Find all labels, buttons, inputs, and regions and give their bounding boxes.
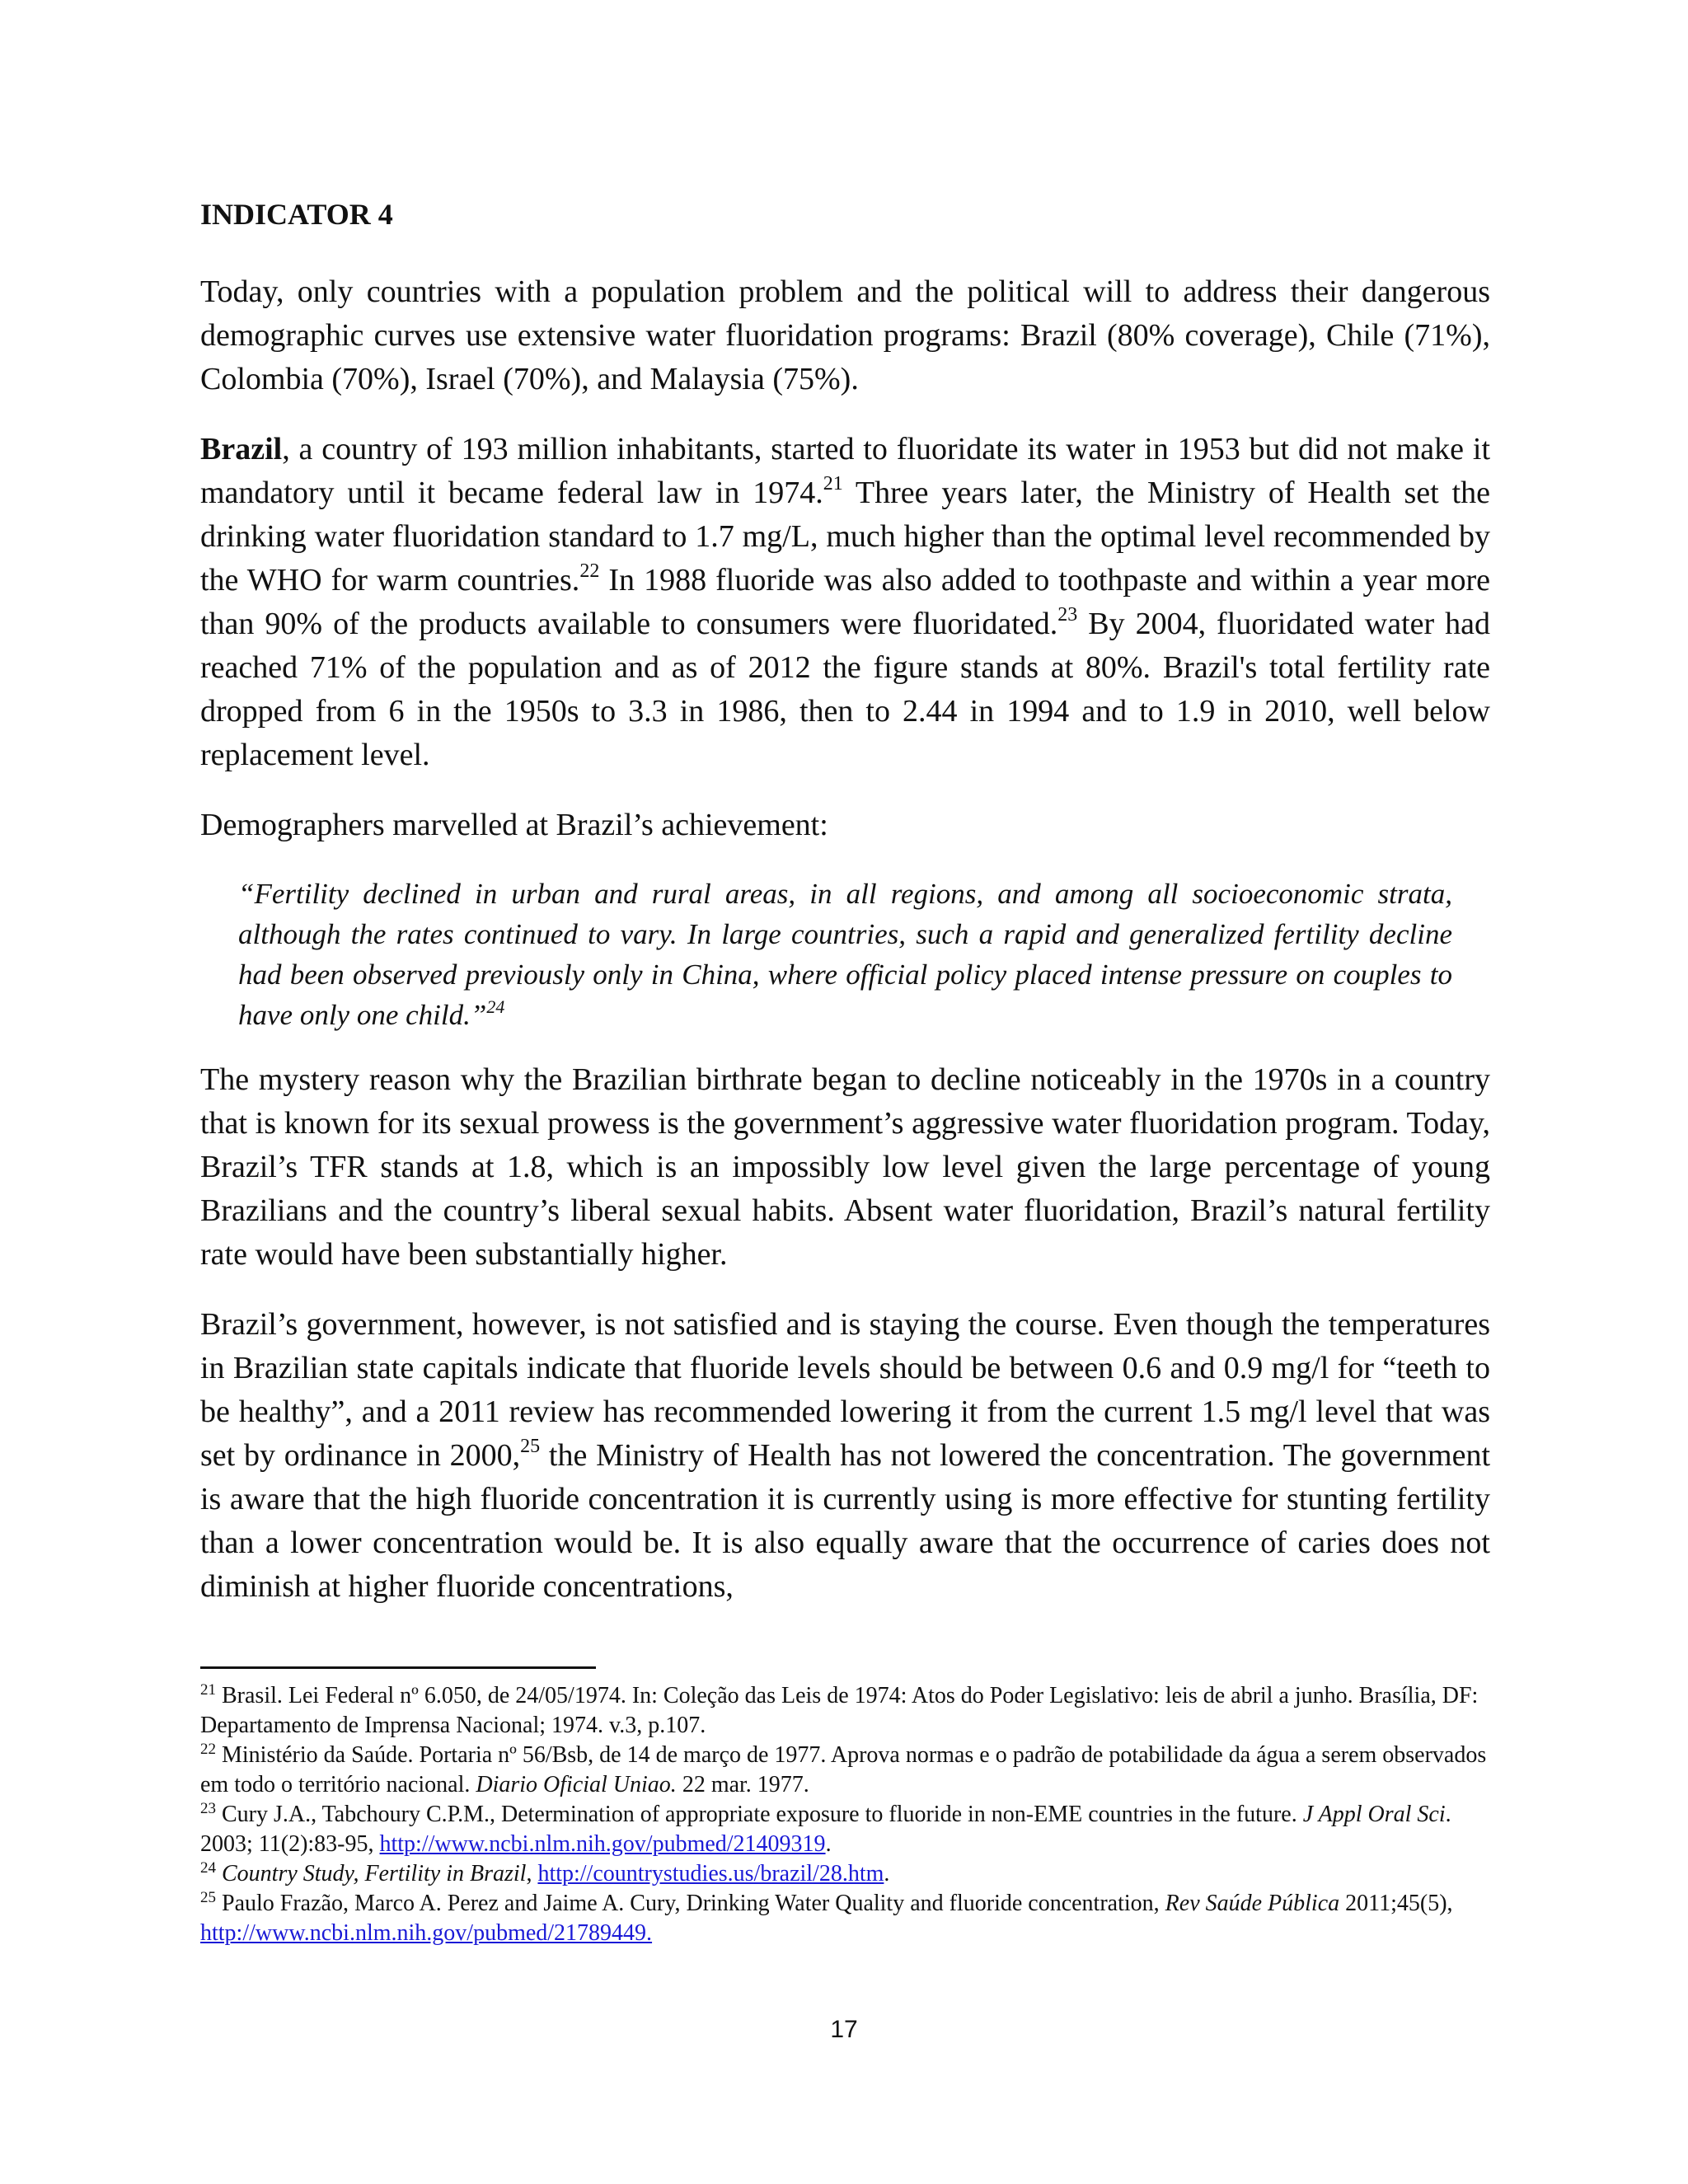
countrystudies-link[interactable]: http://countrystudies.us/brazil/28.htm <box>537 1861 884 1886</box>
footnote-21 <box>200 1681 1490 1741</box>
footnote-ref-21[interactable]: 21 <box>823 473 843 494</box>
footnote-divider <box>200 1666 596 1669</box>
page-number: 17 <box>830 2016 858 2043</box>
brazil-text-4: By 2004, fluoridated water had reached 71% of the population and as of 2012 the figure stands at 80%. Brazil's total fertility rate dropped from 6 in the 1950s to 3.3 in 1986, then to 2.44 in 1994 and to 1.9 in 2010, well below replacement level. <box>200 607 1491 772</box>
footnote-tail: 2011;45(5), <box>1339 1891 1453 1916</box>
footnote-text: , <box>526 1861 538 1886</box>
government-text-1: Brazil’s government, however, is not satisfied and is staying the course. Even though the temperatures in Brazilian state capitals indicate that fluoride levels should be between 0.6 and 0.9 mg/l for “teeth to be healthy”, and a 2011 review has recommended lowering it from the current 1.5 mg/l level that was set by ordinance in 2000, <box>200 1307 1490 1473</box>
pubmed-link-21409319[interactable]: http://www.ncbi.nlm.nih.gov/pubmed/21409319 <box>379 1831 826 1857</box>
paragraph-intro: Today, only countries with a population problem and the political will to address their dangerous demographic curves use extensive water fluoridation programs: Brazil (80% coverage), Chile (71%), Colombia (70%), Israel (70%), and Malaysia (75%). <box>200 274 1490 396</box>
section-heading: INDICATOR 4 <box>200 198 393 231</box>
footnote-tail: . 2003; 11(2):83-95, <box>200 1802 1451 1857</box>
paragraph-brazil <box>200 428 1490 777</box>
pubmed-link-21789449[interactable]: http://www.ncbi.nlm.nih.gov/pubmed/21789449. <box>200 1920 653 1946</box>
government-text-2: the Ministry of Health has not lowered the concentration. The government is aware that the high fluoride concentration it is currently using is more effective for stunting fertility than a lower concentration would be. It is also equally aware that the occurrence of caries does not diminish at higher fluoride concentrations, <box>200 1438 1490 1604</box>
footnote-23 <box>200 1800 1490 1859</box>
footnote-ref-22[interactable]: 22 <box>579 560 600 582</box>
paragraph-demographers: Demographers marvelled at Brazil’s achievement: <box>200 808 828 842</box>
footnote-italic: Diario Oficial Uniao. <box>476 1772 677 1797</box>
footnote-text: Paulo Frazão, Marco A. Perez and Jaime A. Cury, Drinking Water Quality and fluoride concentration, <box>216 1891 1165 1916</box>
paragraph-mystery: The mystery reason why the Brazilian birthrate began to decline noticeably in the 1970s in a country that is known for its sexual prowess is the government’s aggressive water fluoridation program. Today, Brazil’s TFR stands at 1.8, which is an impossibly low level given the large percentage of young Brazilians and the country’s liberal sexual habits. Absent water fluoridation, Brazil’s natural fertility rate would have been substantially higher. <box>200 1062 1490 1272</box>
footnote-italic: Country Study, Fertility in Brazil <box>222 1861 527 1886</box>
footnote-italic: Rev Saúde Pública <box>1165 1891 1340 1916</box>
footnote-22 <box>200 1741 1490 1800</box>
footnote-number: 25 <box>200 1889 216 1906</box>
footnote-tail: 22 mar. 1977. <box>676 1772 809 1797</box>
footnote-text: Cury J.A., Tabchoury C.P.M., Determination of appropriate exposure to fluoride in non-EME countries in the future. <box>216 1802 1303 1827</box>
footnote-ref-24[interactable]: 24 <box>486 996 505 1017</box>
footnote-text: Ministério da Saúde. Portaria nº 56/Bsb, de 14 de março de 1977. Aprova normas e o padrão de potabilidade da água a serem observados em todo o território nacional. <box>200 1742 1487 1797</box>
footnote-24 <box>200 1859 1490 1889</box>
footnote-number: 24 <box>200 1859 216 1877</box>
footnote-ref-25[interactable]: 25 <box>520 1436 541 1457</box>
footnotes <box>200 1681 1490 1948</box>
page-body <box>200 198 1490 1635</box>
footnote-number: 21 <box>200 1681 216 1699</box>
brazil-text-2: Three years later, the Ministry of Health set the drinking water fluoridation standard to 1.7 mg/L, much higher than the optimal level recommended by the WHO for warm countries. <box>200 476 1490 598</box>
brazil-text-1: , a country of 193 million inhabitants, started to fluoridate its water in 1953 but did not make it mandatory until it became federal law in 1974. <box>200 432 1490 510</box>
footnote-end: . <box>884 1861 890 1886</box>
brazil-bold: Brazil <box>200 432 283 466</box>
block-quote <box>238 874 1452 1035</box>
footnote-italic: J Appl Oral Sci <box>1302 1802 1446 1827</box>
brazil-text-3: In 1988 fluoride was also added to toothpaste and within a year more than 90% of the products available to consumers were fluoridated. <box>200 563 1490 641</box>
footnote-number: 23 <box>200 1800 216 1817</box>
footnote-ref-23[interactable]: 23 <box>1057 604 1078 626</box>
quote-text: “Fertility declined in urban and rural areas, in all regions, and among all socioeconomic strata, although the rates continued to vary. In large countries, such a rapid and generalized fertility decline had been observed previously only in China, where official policy placed intense pressure on couples to have only one child.” <box>238 878 1452 1031</box>
footnote-text: Brasil. Lei Federal nº 6.050, de 24/05/1974. In: Coleção das Leis de 1974: Atos do Poder Legislativo: leis de abril a junho. Brasília, DF: Departamento de Imprensa Nacional; 1974. v.3, p.107. <box>200 1683 1479 1738</box>
paragraph-government <box>200 1303 1490 1609</box>
footnote-25 <box>200 1889 1490 1948</box>
footnote-end: . <box>825 1831 832 1857</box>
footnote-number: 22 <box>200 1741 216 1758</box>
